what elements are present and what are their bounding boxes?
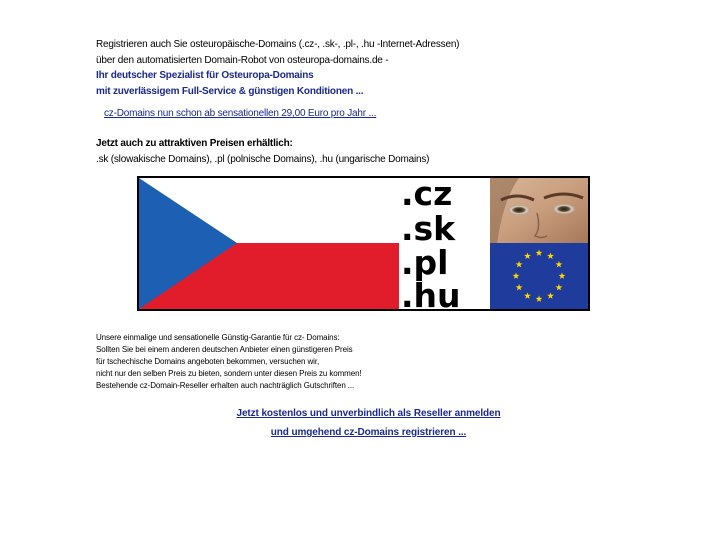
reseller-register-link[interactable]: Jetzt kostenlos und unverbindlich als Reseller anmelden: [236, 408, 501, 419]
cz-register-link[interactable]: und umgehend cz-Domains registrieren ...: [270, 427, 467, 438]
intro-line: Registrieren auch Sie osteuropäische-Domains (.cz-, .sk-, .pl-, .hu -Internet-Adressen): [96, 39, 460, 50]
intro-highlight-line: Ihr deutscher Spezialist für Osteuropa-Domains: [96, 70, 314, 81]
intro-highlight-line: mit zuverlässigem Full-Service & günstigen Konditionen ...: [96, 85, 364, 97]
banner-domain-hu: .hu: [401, 276, 461, 309]
intro-line: über den automatisierten Domain-Robot von osteuropa-domains.de -: [96, 54, 389, 66]
guarantee-line: Unsere einmalige und sensationelle Günstig-Garantie für cz- Domains:: [96, 333, 340, 342]
guarantee-line: Sollten Sie bei einem anderen deutschen Anbieter einen günstigeren Preis: [96, 345, 353, 355]
guarantee-line: Bestehende cz-Domain-Reseller erhalten auch nachträglich Gutschriften ...: [96, 381, 355, 391]
banner-domain-sk: .sk: [401, 209, 456, 248]
guarantee-text: [96, 332, 362, 392]
prices-list: .sk (slowakische Domains), .pl (polnische Domains), .hu (ungarische Domains): [96, 153, 430, 165]
prices-section: [96, 136, 429, 167]
banner-domain-pl: .pl: [401, 243, 449, 282]
cz-domain-offer-link[interactable]: cz-Domains nun schon ab sensationellen 29,00 Euro pro Jahr ...: [104, 108, 377, 119]
banner-graphic: [139, 178, 588, 309]
domains-banner[interactable]: [137, 176, 590, 311]
reseller-links: [0, 404, 727, 442]
guarantee-line: für tschechische Domains angeboten bekommen, versuchen wir,: [96, 357, 320, 367]
banner-domain-cz: .cz: [401, 178, 453, 213]
guarantee-line: nicht nur den selben Preis zu bieten, sondern unter diesen Preis zu kommen!: [96, 369, 362, 379]
intro-text: [96, 37, 459, 99]
prices-heading: Jetzt auch zu attraktiven Preisen erhältlich:: [96, 138, 293, 149]
woman-face-photo: [490, 178, 588, 243]
